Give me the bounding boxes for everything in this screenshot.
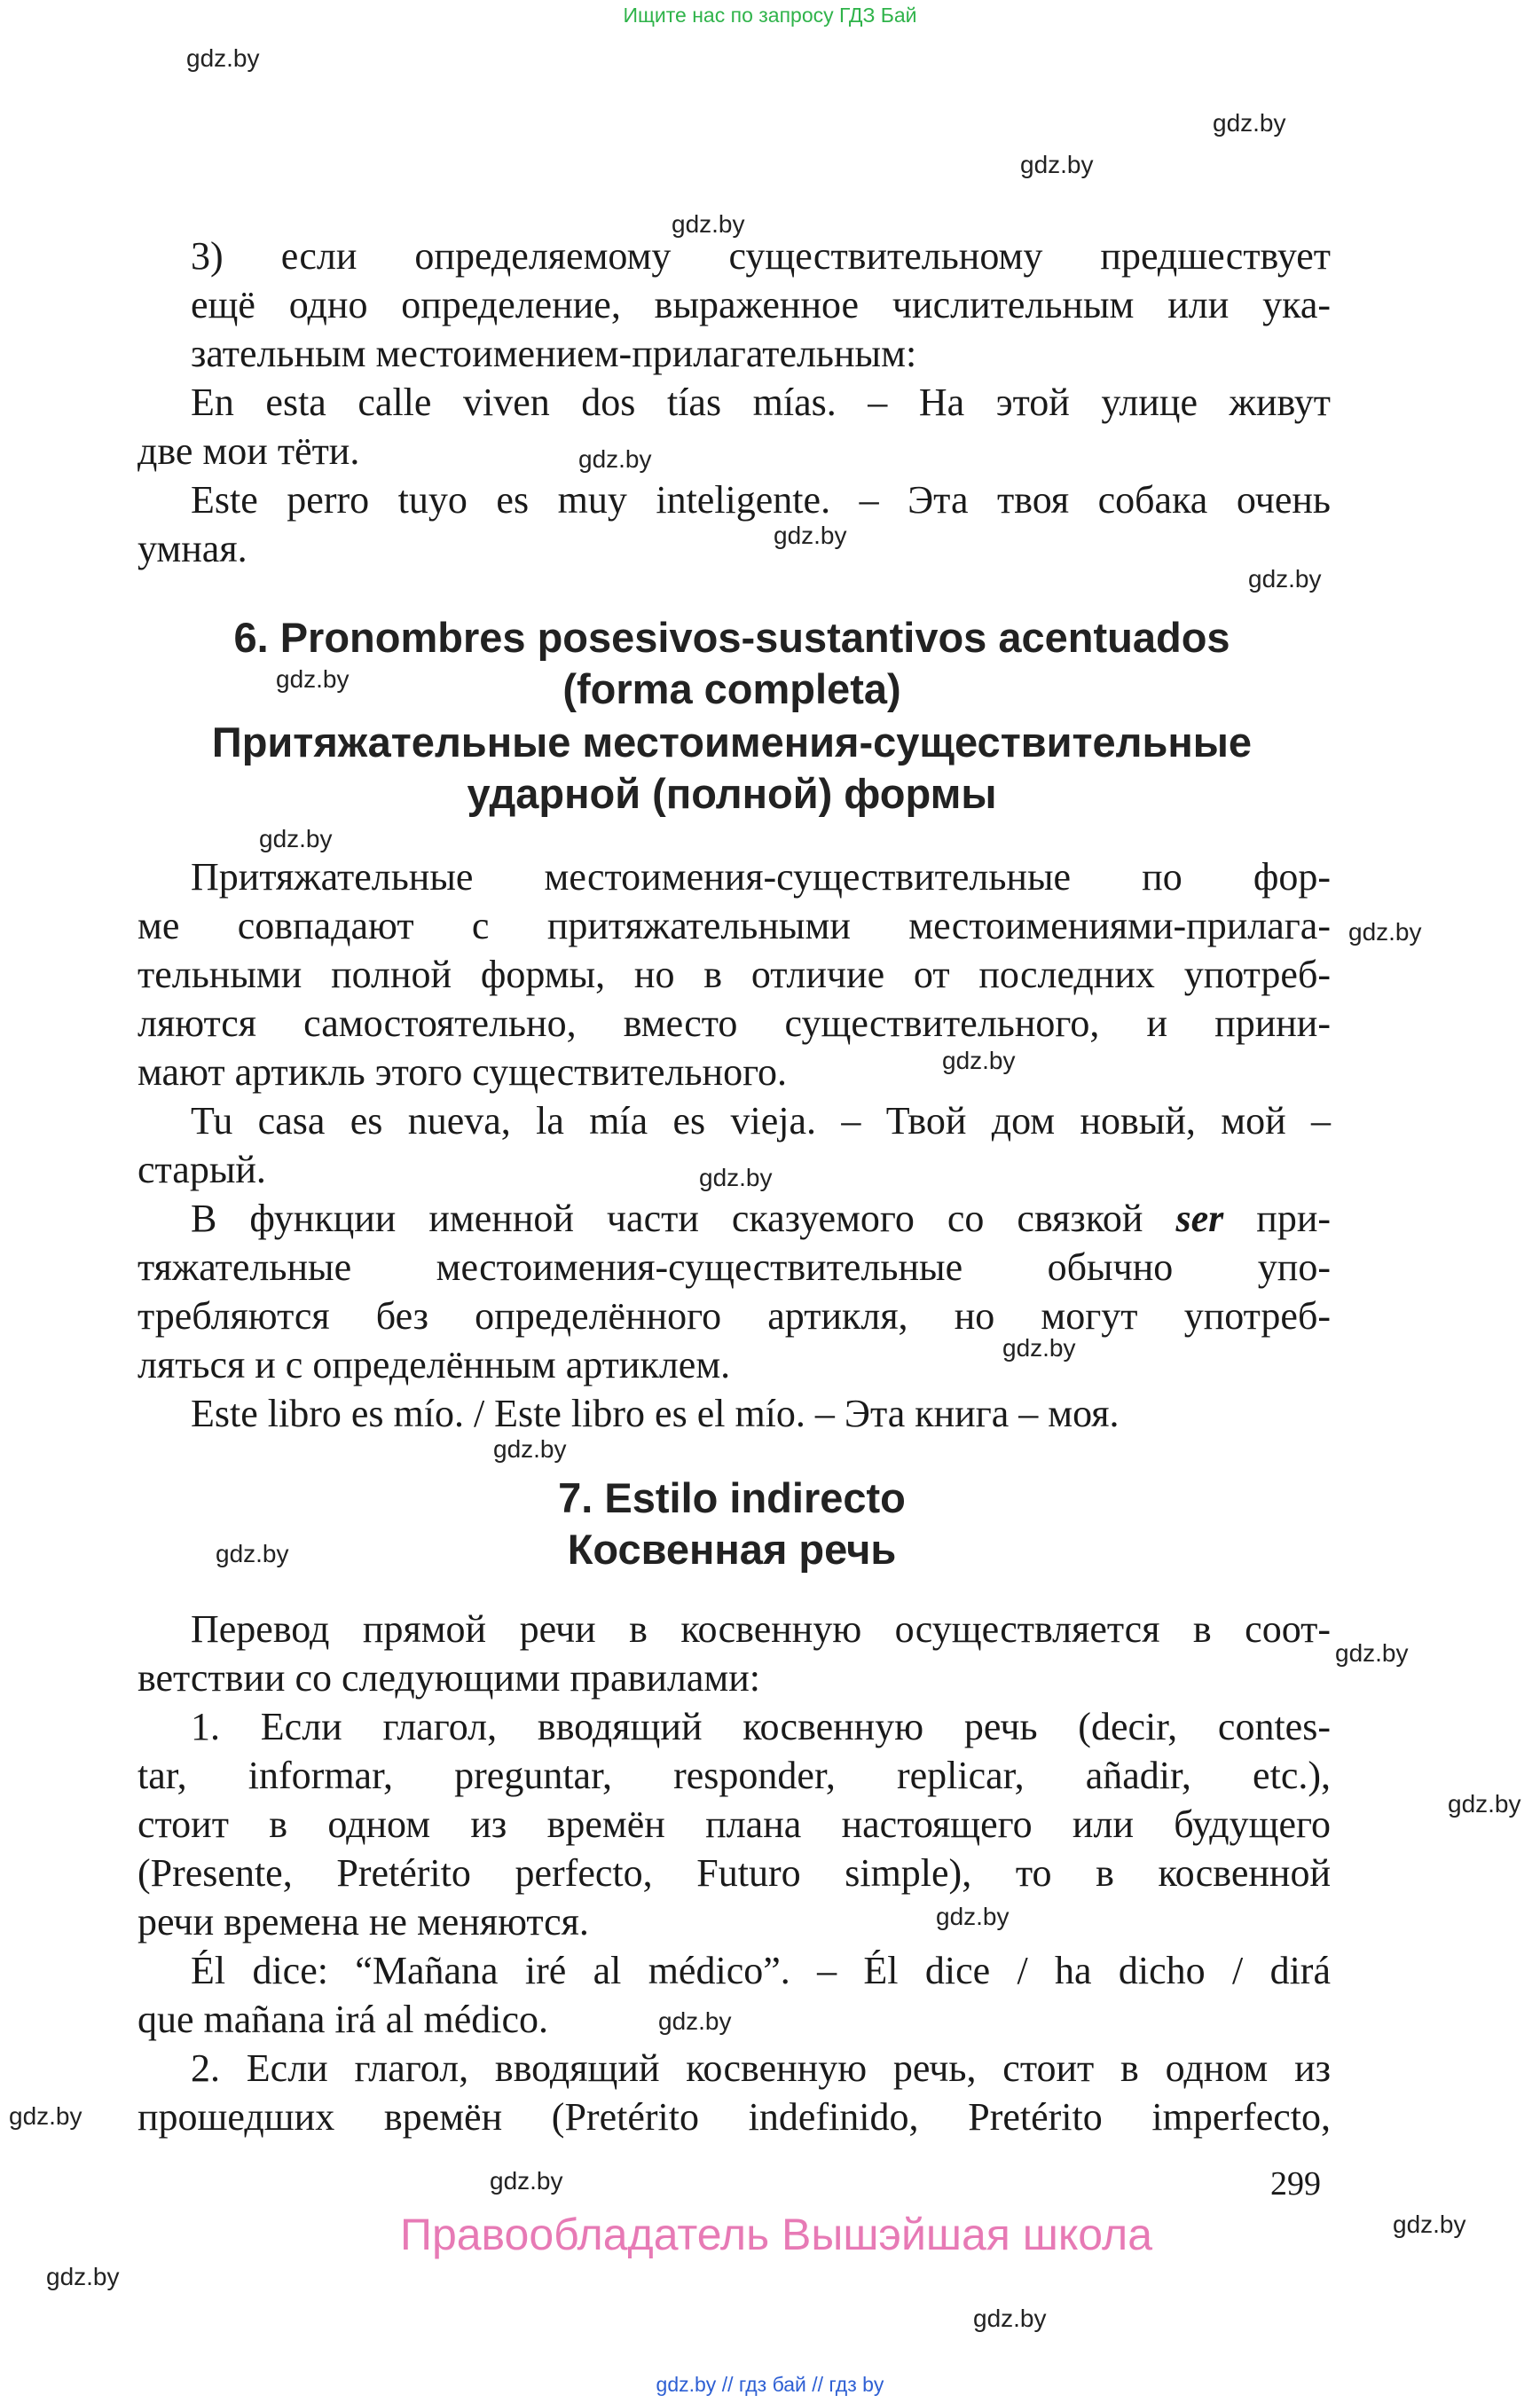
watermark: gdz.by — [46, 2263, 120, 2290]
paragraph-line: ляться и с определённым артиклем. — [138, 1343, 731, 1386]
watermark: gdz.by — [186, 44, 260, 72]
watermark: gdz.by — [1393, 2211, 1466, 2238]
paragraph-line: 1. Если глагол, вводящий косвенную речь (decir, contes- — [191, 1705, 1331, 1748]
footer-links[interactable]: gdz.by // гдз бай // гдз by — [656, 2373, 884, 2396]
text-span: В функции именной части сказуемого со связкой — [191, 1197, 1143, 1240]
watermark: gdz.by — [216, 1540, 289, 1567]
watermark: gdz.by — [1348, 918, 1422, 946]
watermark: gdz.by — [1248, 565, 1322, 593]
paragraph-line: (Presente, Pretérito perfecto, Futuro simple), то в косвенной — [138, 1851, 1331, 1895]
watermark: gdz.by — [493, 1435, 567, 1463]
example-line: En esta calle viven dos tías mías. – На этой улице живут — [191, 381, 1331, 424]
paragraph-line: Перевод прямой речи в косвенную осуществляется в соот- — [191, 1607, 1331, 1651]
paragraph-line: ветствии со следующими правилами: — [138, 1656, 760, 1700]
example-line: умная. — [138, 527, 248, 570]
watermark: gdz.by — [578, 445, 652, 473]
paragraph-line: ещё одно определение, выраженное числительным или ука- — [191, 283, 1331, 326]
example-line: старый. — [138, 1148, 266, 1191]
watermark: gdz.by — [9, 2102, 82, 2130]
paragraph-line: ляются самостоятельно, вместо существительного, и прини- — [138, 1001, 1331, 1045]
watermark: gdz.by — [259, 825, 333, 852]
watermark: gdz.by — [1213, 109, 1286, 137]
paragraph-line: Притяжательные местоимения-существительные по фор- — [191, 855, 1331, 899]
example-line: Este libro es mío. / Este libro es el mío. – Эта книга – моя. — [191, 1392, 1120, 1435]
watermark: gdz.by — [1020, 151, 1094, 178]
text-span: при- — [1256, 1197, 1332, 1240]
watermark: gdz.by — [942, 1047, 1016, 1074]
example-line: две мои тёти. — [138, 429, 360, 473]
section-heading: Косвенная речь — [567, 1526, 897, 1573]
section-heading: 7. Estilo indirecto — [558, 1474, 906, 1521]
paragraph-line: ме совпадают с притяжательными местоимениями-прилага- — [138, 904, 1331, 947]
paragraph-line: мают артикль этого существительного. — [138, 1050, 788, 1094]
paragraph-line: речи времена не меняются. — [138, 1900, 589, 1944]
section-heading: ударной (полной) формы — [467, 770, 997, 817]
section-heading: (forma completa) — [562, 665, 901, 712]
rights-holder: Правообладатель Вышэйшая школа — [400, 2210, 1152, 2259]
watermark: gdz.by — [490, 2167, 563, 2195]
example-line: Este perro tuyo es muy inteligente. – Эта твоя собака очень — [191, 478, 1331, 522]
paragraph-line: 2. Если глагол, вводящий косвенную речь, стоит в одном из — [191, 2046, 1331, 2090]
watermark: gdz.by — [699, 1164, 773, 1191]
paragraph-line: тельными полной формы, но в отличие от последних употреб- — [138, 953, 1331, 996]
top-banner: Ищите нас по запросу ГДЗ Бай — [623, 4, 917, 27]
section-heading: 6. Pronombres posesivos-sustantivos acentuados — [233, 614, 1230, 661]
paragraph-line: 3) если определяемому существительному предшествует — [191, 234, 1331, 278]
paragraph-line — [191, 1195, 1331, 1243]
example-line: Tu casa es nueva, la mía es vieja. – Твой дом новый, мой – — [191, 1099, 1331, 1143]
watermark: gdz.by — [936, 1903, 1010, 1930]
watermark: gdz.by — [1002, 1334, 1076, 1362]
watermark: gdz.by — [672, 210, 745, 238]
watermark: gdz.by — [658, 2007, 732, 2035]
paragraph-line: tar, informar, preguntar, responder, replicar, añadir, etc.), — [138, 1754, 1331, 1797]
paragraph-line: прошедших времён (Pretérito indefinido, Pretérito imperfecto, — [138, 2095, 1331, 2139]
example-line: que mañana irá al médico. — [138, 1998, 549, 2041]
paragraph-line: зательным местоимением-прилагательным: — [191, 332, 917, 375]
page-number: 299 — [1270, 2165, 1321, 2203]
section-heading: Притяжательные местоимения-существительные — [211, 719, 1253, 766]
watermark: gdz.by — [1448, 1790, 1521, 1818]
paragraph-line: стоит в одном из времён плана настоящего или будущего — [138, 1802, 1331, 1846]
paragraph-line: требляются без определённого артикля, но могут употреб- — [138, 1294, 1331, 1338]
watermark: gdz.by — [774, 522, 847, 549]
emphasis-ser: ser — [1175, 1197, 1224, 1240]
watermark: gdz.by — [276, 665, 350, 693]
paragraph-line: тяжательные местоимения-существительные обычно упо- — [138, 1245, 1331, 1289]
example-line: Él dice: “Mañana iré al médico”. – Él dice / ha dicho / dirá — [191, 1949, 1331, 1992]
watermark: gdz.by — [1335, 1639, 1409, 1667]
watermark: gdz.by — [973, 2305, 1047, 2332]
